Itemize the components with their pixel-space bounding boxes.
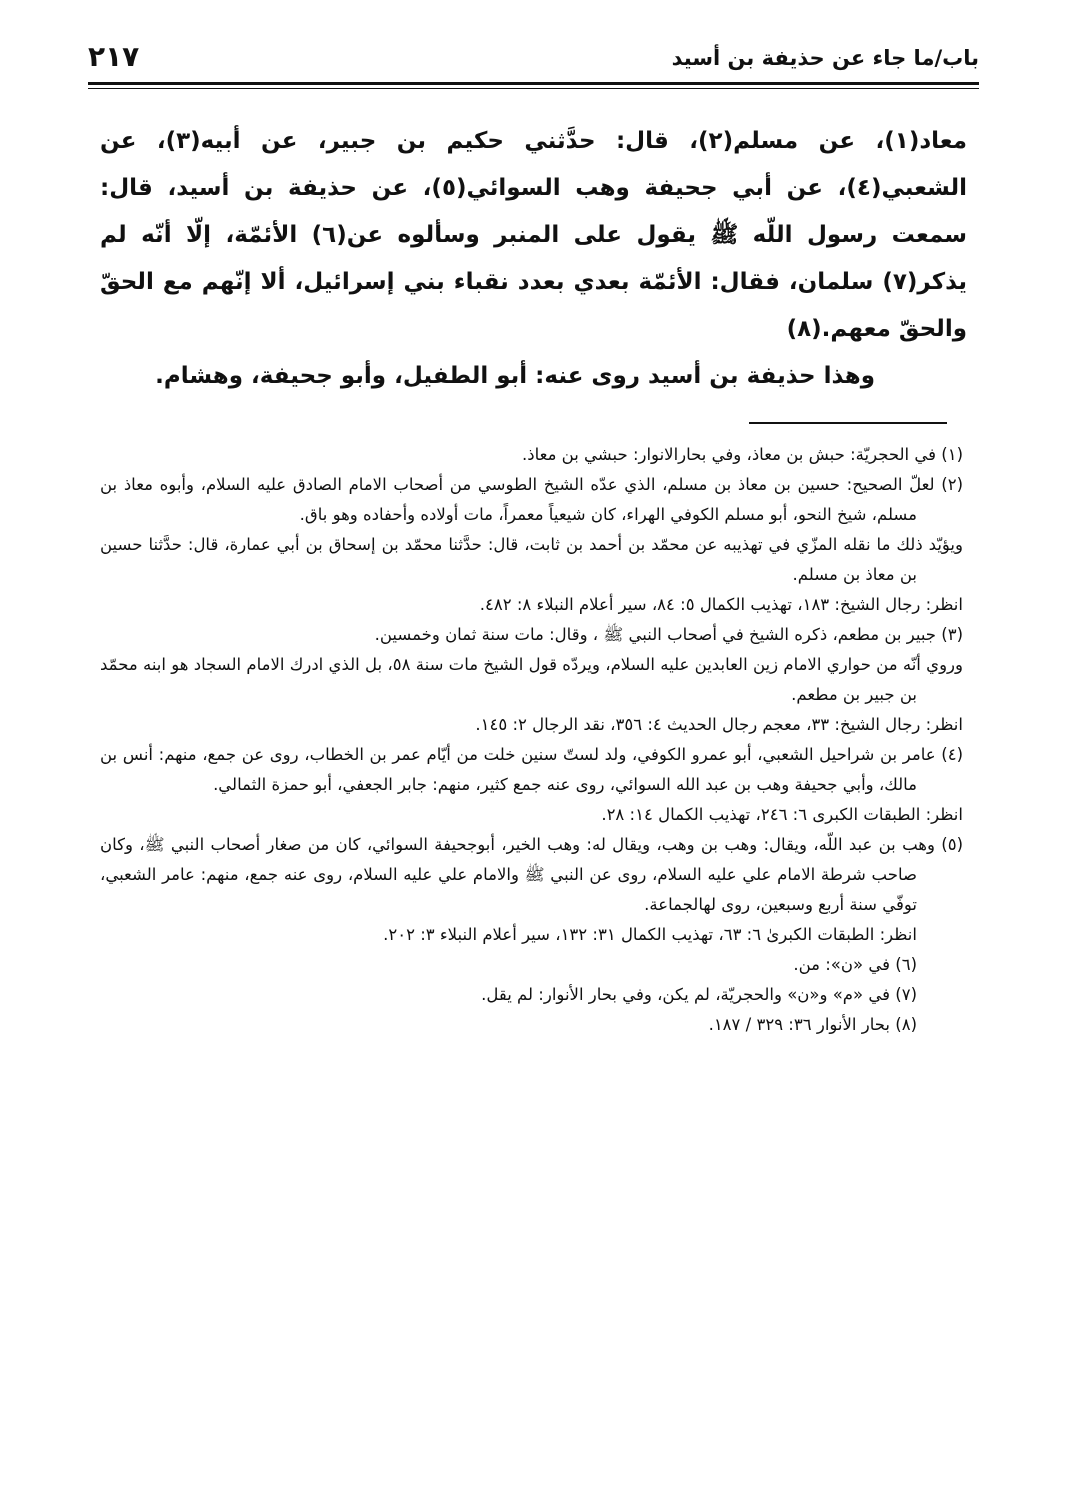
footnote-3-source: انظر: رجال الشيخ: ٣٣، معجم رجال الحديث ٤: ٣٥٦، نقد الرجال ٢: ١٤٥. — [475, 715, 963, 734]
footnote-3: (٣) جبير بن مطعم، ذكره الشيخ في أصحاب النبي ﷺ ، وقال: مات سنة ثمان وخمسين. — [374, 625, 963, 644]
footnote-3-extra: وروي أنّه من حواري الامام زين العابدين عليه السلام، ويردّه قول الشيخ مات سنة ٥٨، بل الذي ادرك الامام السجاد هو ابنه محمّد بن جبير بن مطعم. — [100, 655, 963, 704]
header-rule-thin — [88, 88, 979, 89]
footnote-4-source: انظر: الطبقات الكبرى ٦: ٢٤٦، تهذيب الكمال ١٤: ٢٨. — [601, 805, 963, 824]
footnote-6: (٦) في «ن»: من. — [793, 955, 917, 974]
footnote-7: (٧) في «م» و«ن» والحجريّة، لم يكن، وفي بحار الأنوار: لم يقل. — [481, 985, 917, 1004]
footnote-2-extra: ويؤيّد ذلك ما نقله المزّي في تهذيبه عن محمّد بن أحمد بن ثابت، قال: حدَّثنا محمّد بن إسحاق بن أبي عمارة، قال: حدَّثنا حسين بن معاذ بن مسلم. — [100, 535, 963, 584]
main-paragraph-2: وهذا حذيفة بن أسيد روى عنه: أبو الطفيل، وأبو جحيفة، وهشام. — [155, 363, 875, 389]
footnote-2-source: انظر: رجال الشيخ: ١٨٣، تهذيب الكمال ٥: ٨٤، سير أعلام النبلاء ٨: ٤٨٢. — [479, 595, 963, 614]
footnote-5: (٥) وهب بن عبد اللّه، ويقال: وهب بن وهب، ويقال له: وهب الخير، أبوجحيفة السوائي، كان من صغار أصحاب النبي ﷺ، وكان صاحب شرطة الامام علي عليه السلام، روى عن النبي ﷺ والامام علي عليه السلام، روى عنه جمع، منهم: عامر الشعبي، توفّي سنة أربع وسبعين، روى لهالجماعة. — [100, 835, 963, 914]
footnote-1: (١) في الحجريّة: حبش بن معاذ، وفي بحارالانوار: حبشي بن معاذ. — [521, 445, 963, 464]
footnote-separator — [749, 422, 947, 424]
main-paragraph-1: معاد(١)، عن مسلم(٢)، قال: حدَّثني حكيم بن جبير، عن أبيه(٣)، عن الشعبي(٤)، عن أبي جحيفة وهب السوائي(٥)، عن حذيفة بن أسيد، قال: سمعت رسول اللّه ﷺ يقول على المنبر وسألوه عن(٦) الأئمّة، إلّا أنّه لم يذكر(٧) سلمان، فقال: الأئمّة بعدي بعدد نقباء بني إسرائيل، ألا إنّهم مع الحقّ والحقّ معهم.(٨) — [100, 128, 968, 342]
page-number: ٢١٧ — [88, 40, 140, 73]
footnote-5-source: انظر: الطبقات الكبرىٰ ٦: ٦٣، تهذيب الكمال ٣١: ١٣٢، سير أعلام النبلاء ٣: ٢٠٢. — [383, 925, 917, 944]
page-header — [88, 40, 979, 82]
footnote-8: (٨) بحار الأنوار ٣٦: ٣٢٩ / ١٨٧. — [708, 1015, 917, 1034]
footnotes — [100, 440, 963, 1040]
header-rule-thick — [88, 82, 979, 85]
footnote-2: (٢) لعلّ الصحيح: حسين بن معاذ بن مسلم، الذي عدّه الشيخ الطوسي من أصحاب الامام الصادق عليه السلام، وأبوه معاذ بن مسلم، شيخ النحو، أبو مسلم الكوفي الهراء، كان شيعياً معمراً، مات أولاده وأحفاده وهو باق. — [100, 475, 963, 524]
main-text — [100, 118, 967, 400]
running-title: باب/ما جاء عن حذيفة بن أسيد — [671, 46, 979, 70]
footnote-4: (٤) عامر بن شراحيل الشعبي، أبو عمرو الكوفي، ولد لستّ سنين خلت من أيّام عمر بن الخطاب، روى عن جمع، منهم: أنس بن مالك، وأبي جحيفة وهب بن عبد الله السوائي، روى عنه جمع كثير، منهم: جابر الجعفي، أبو حمزة الثمالي. — [100, 745, 963, 794]
